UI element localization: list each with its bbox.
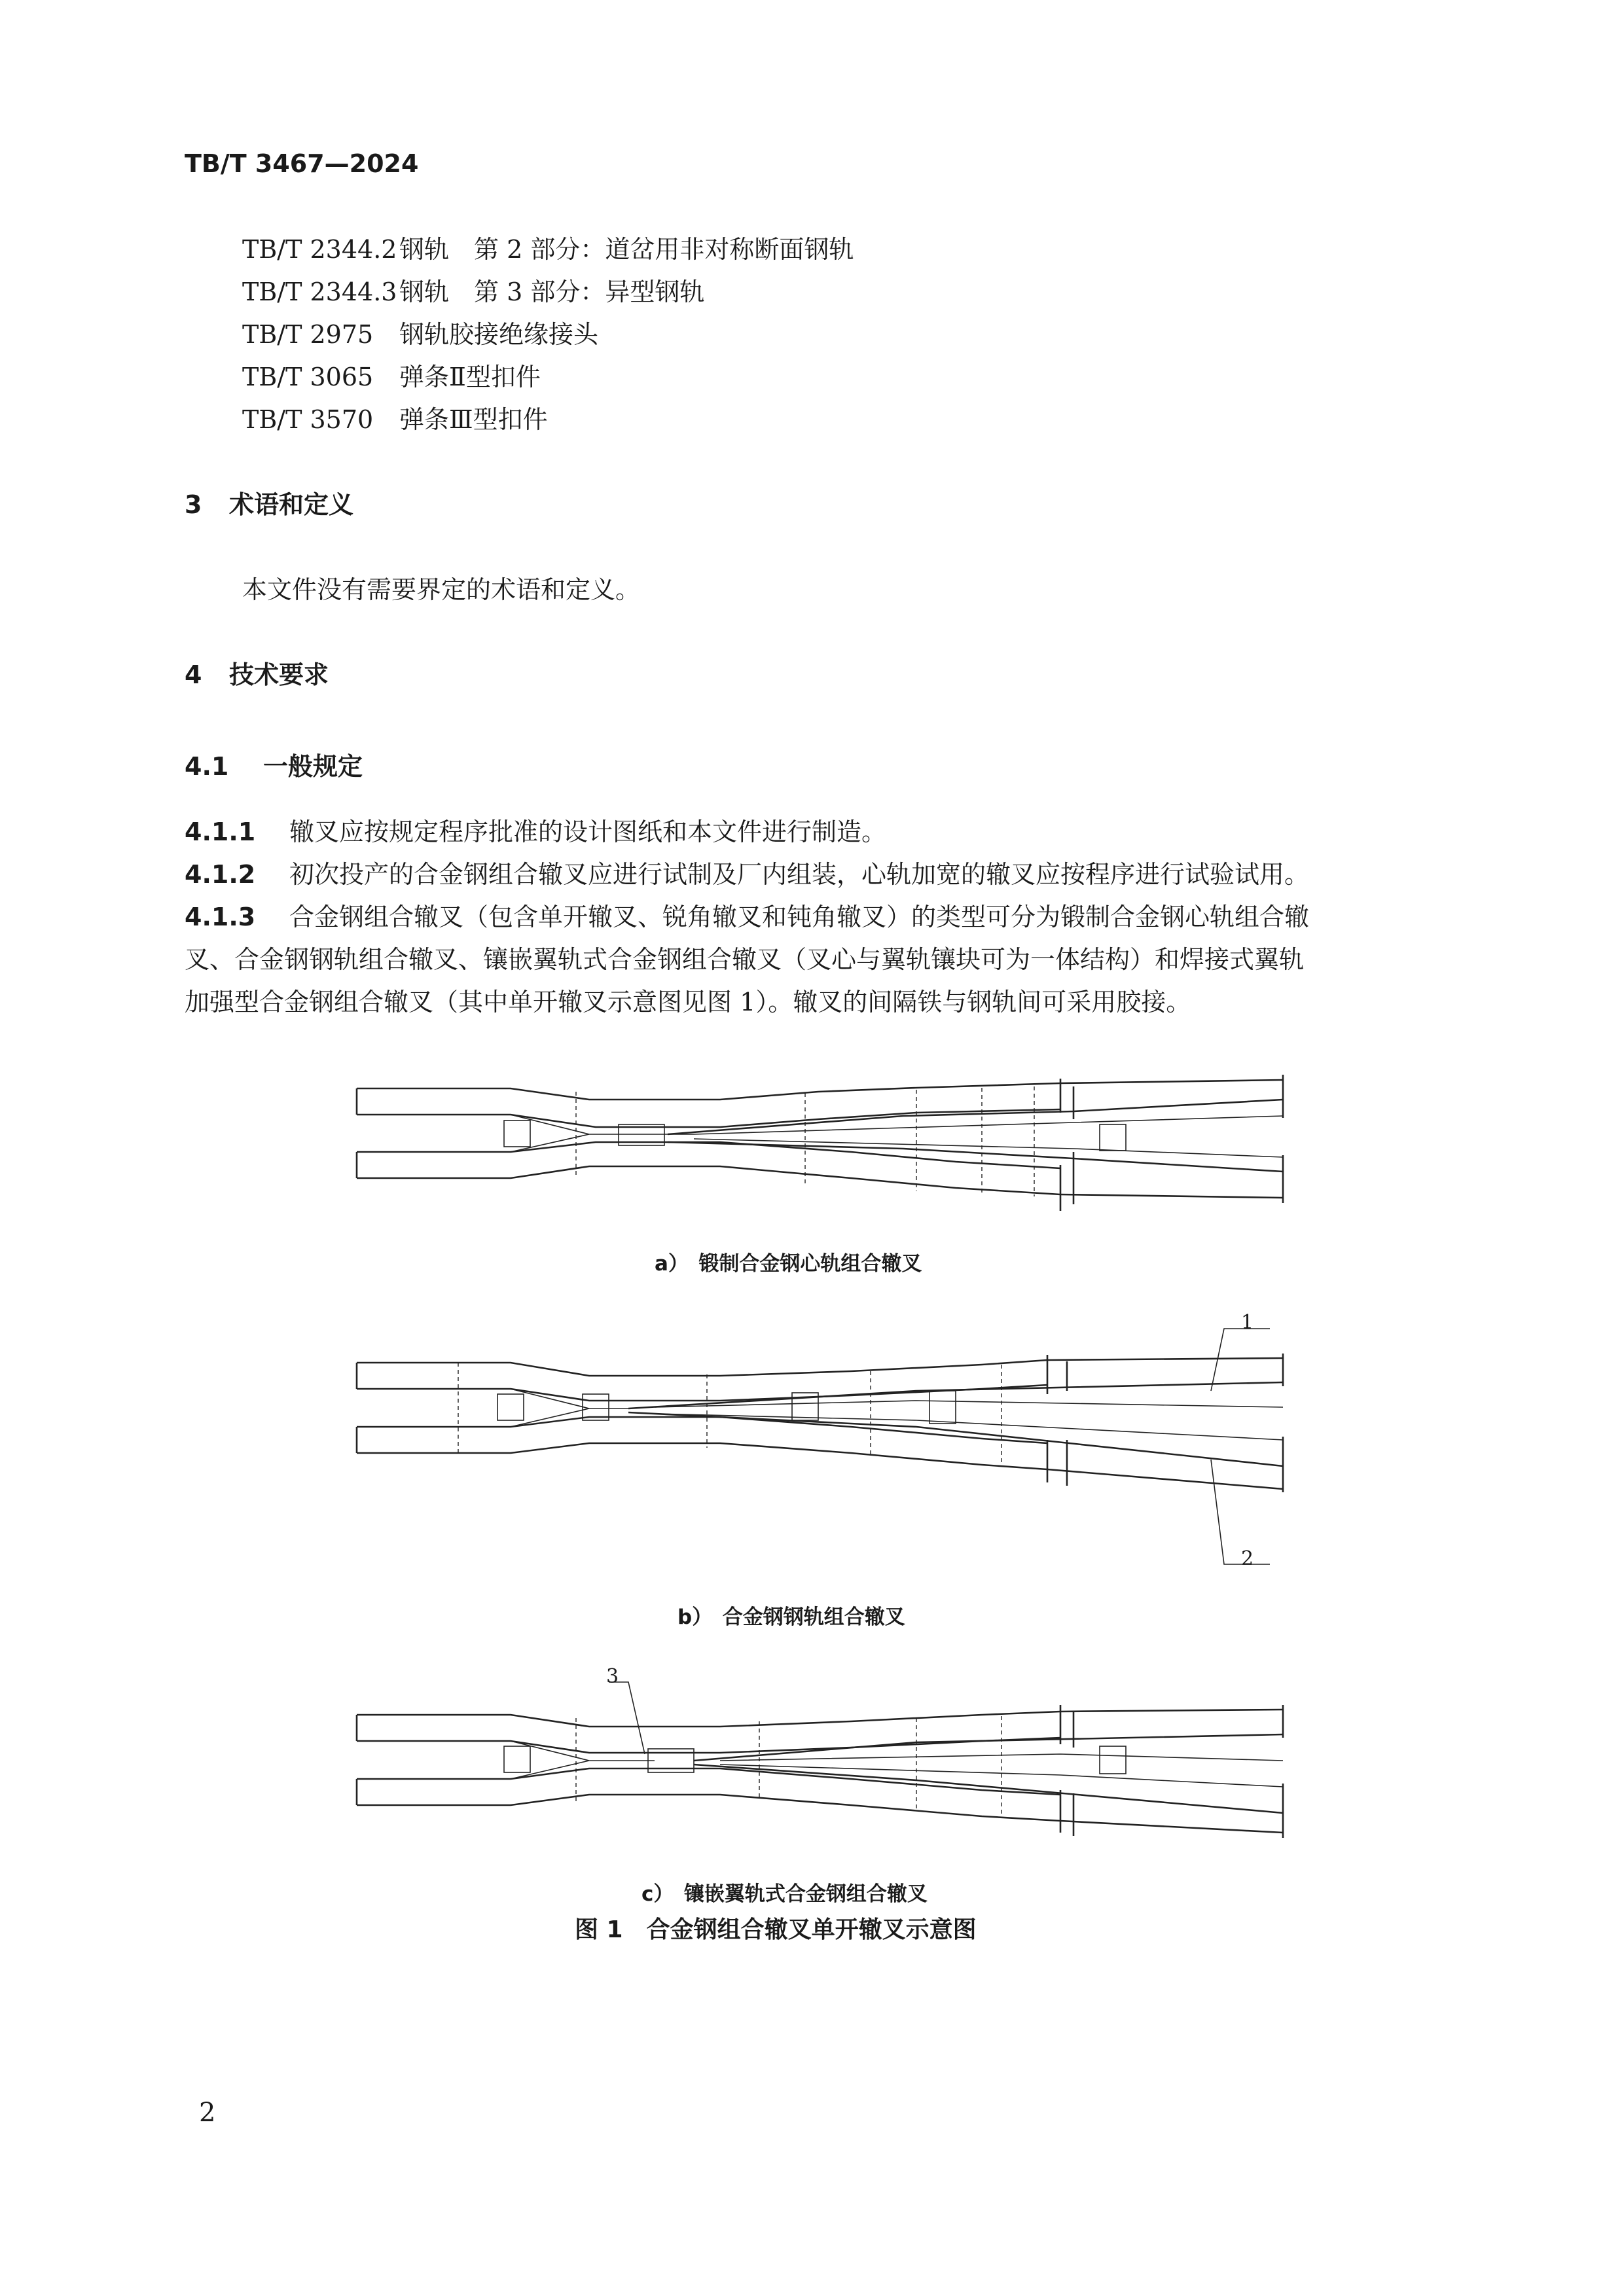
reference-title: 钢轨 第 3 部分：异型钢轨: [399, 278, 705, 306]
reference-title: 弹条Ⅲ型扣件: [399, 405, 548, 434]
clause-text-continued: 加强型合金钢组合辙叉（其中单开辙叉示意图见图 1）。辙叉的间隔铁与钢轨间可采用胶接。: [185, 988, 1191, 1016]
clause-text-continued: 叉、合金钢钢轨组合辙叉、镶嵌翼轨式合金钢组合辙叉（叉心与翼轨镶块可为一体结构）和焊接式翼轨: [185, 945, 1305, 974]
clause-text: 辙叉应按规定程序批准的设计图纸和本文件进行制造。: [289, 817, 887, 846]
callout-label-1: 1: [1241, 1311, 1254, 1334]
callout-label-3: 3: [606, 1665, 619, 1688]
figure-caption-c: c） 镶嵌翼轨式合金钢组合辙叉: [641, 1882, 928, 1906]
frog-diagram-b: [357, 1329, 1283, 1564]
reference-code: TB/T 2344.2: [242, 235, 397, 264]
document-code: TB/T 3467—2024: [185, 149, 419, 178]
frog-diagram-c: [357, 1682, 1283, 1838]
reference-title: 弹条Ⅱ型扣件: [399, 363, 541, 391]
section-number: 4: [185, 660, 202, 689]
reference-code: TB/T 3570: [242, 405, 374, 434]
page-number: 2: [199, 2098, 216, 2128]
clause-number: 4.1.2: [185, 860, 256, 889]
reference-title: 钢轨胶接绝缘接头: [399, 320, 599, 349]
reference-title: 钢轨 第 2 部分：道岔用非对称断面钢轨: [399, 235, 854, 264]
callout-label-2: 2: [1241, 1547, 1254, 1570]
clause-text: 合金钢组合辙叉（包含单开辙叉、锐角辙叉和钝角辙叉）的类型可分为锻制合金钢心轨组合辙: [289, 903, 1310, 931]
section-title: 一般规定: [263, 752, 363, 781]
section-title: 术语和定义: [229, 490, 354, 519]
section-number: 4.1: [185, 752, 229, 781]
figure-caption-b: b） 合金钢钢轨组合辙叉: [677, 1605, 905, 1629]
frog-diagram-a: [357, 1075, 1283, 1211]
figure-caption-a: a） 锻制合金钢心轨组合辙叉: [655, 1252, 922, 1276]
reference-code: TB/T 2975: [242, 320, 374, 349]
figure-title: 图 1 合金钢组合辙叉单开辙叉示意图: [575, 1916, 977, 1943]
clause-number: 4.1.1: [185, 817, 256, 846]
clause-text: 初次投产的合金钢组合辙叉应进行试制及厂内组装，心轨加宽的辙叉应按程序进行试验试用。: [289, 860, 1310, 889]
section-title: 技术要求: [229, 660, 329, 689]
clause-number: 4.1.3: [185, 903, 256, 931]
section-number: 3: [185, 490, 202, 519]
section-3-body: 本文件没有需要界定的术语和定义。: [242, 575, 641, 604]
reference-code: TB/T 2344.3: [242, 278, 397, 306]
reference-code: TB/T 3065: [242, 363, 374, 391]
